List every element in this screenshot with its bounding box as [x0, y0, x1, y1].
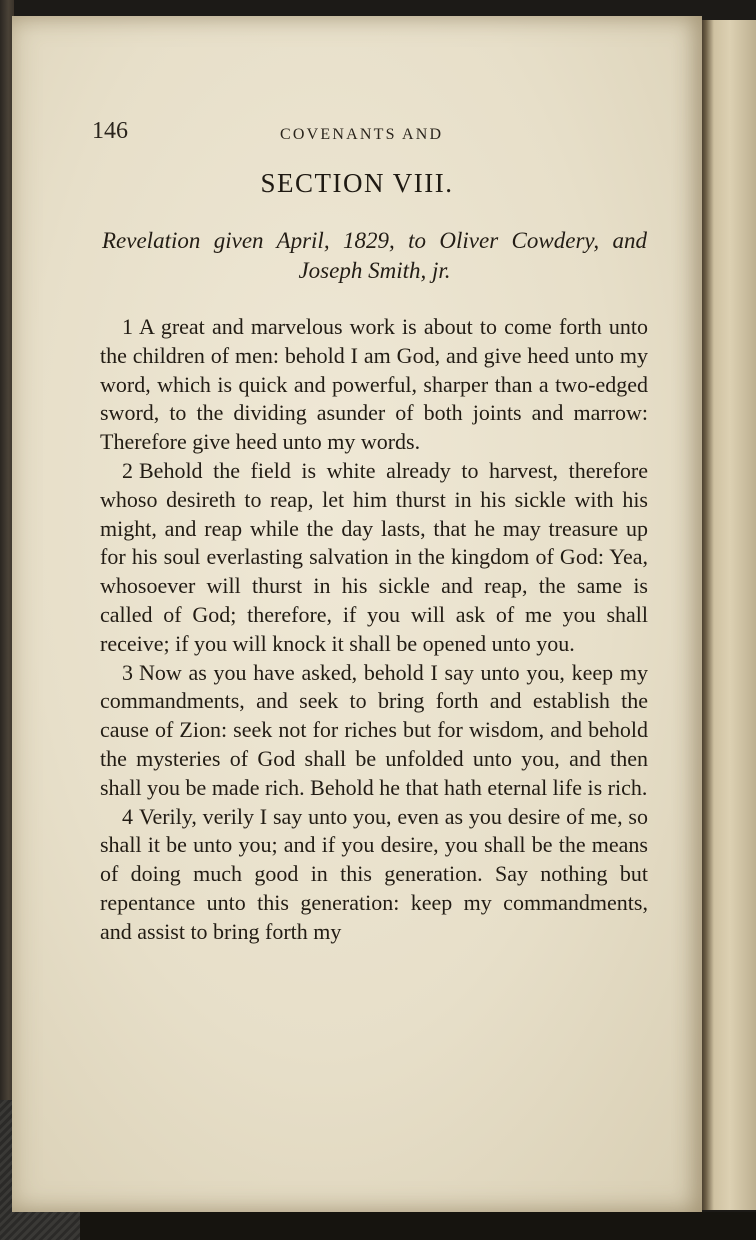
verse-3	[100, 659, 648, 803]
book-page	[12, 16, 702, 1212]
verse-4	[100, 803, 648, 947]
page-number: 146	[92, 118, 128, 144]
verse-text: Verily, verily I say unto you, even as you desire of me, so shall it be unto you; and if you desire, you shall be the means of doing much good in this generation. Say nothing but repentance unto this generation: keep my commandments, and assist to bring forth my	[100, 803, 648, 944]
page-header	[12, 116, 702, 150]
verse-1	[100, 313, 648, 457]
verse-number: 2	[122, 457, 133, 483]
verse-number: 3	[122, 659, 133, 685]
book-bottom-edge	[80, 1212, 756, 1240]
body-text	[100, 313, 648, 947]
section-title: SECTION VIII.	[260, 168, 454, 198]
running-head: COVENANTS AND	[280, 126, 444, 143]
verse-number: 4	[122, 803, 133, 829]
verse-text: Now as you have asked, behold I say unto you, keep my commandments, and seek to bring forth and establish the cause of Zion: seek not for riches but for wisdom, and behold the mysteries of God shall be unfolded unto you, and then shall you be made rich. Behold he that hath eternal life is rich.	[100, 659, 648, 800]
facing-page-edge	[700, 20, 756, 1210]
verse-number: 1	[122, 314, 133, 339]
section-subtitle: Revelation given April, 1829, to Oliver Cowdery, and Joseph Smith, jr.	[102, 228, 647, 283]
verse-2	[100, 457, 648, 659]
verse-text: A great and marvelous work is about to come forth unto the children of men: behold I am God, and give heed unto my word, which is quick and powerful, sharper than a two-edged sword, to the dividing asunder of both joints and marrow: Therefore give heed unto my words.	[100, 314, 648, 455]
verse-text: Behold the field is white already to harvest, therefore whoso desireth to reap, let him thurst in his sickle with his might, and reap while the day lasts, that he may treasure up for his soul everlasting salvation in the kingdom of God: Yea, whosoever will thurst in his sickle and reap, the same is called of God; therefore, if you will ask of me you shall receive; if you will knock it shall be opened unto you.	[100, 457, 648, 656]
